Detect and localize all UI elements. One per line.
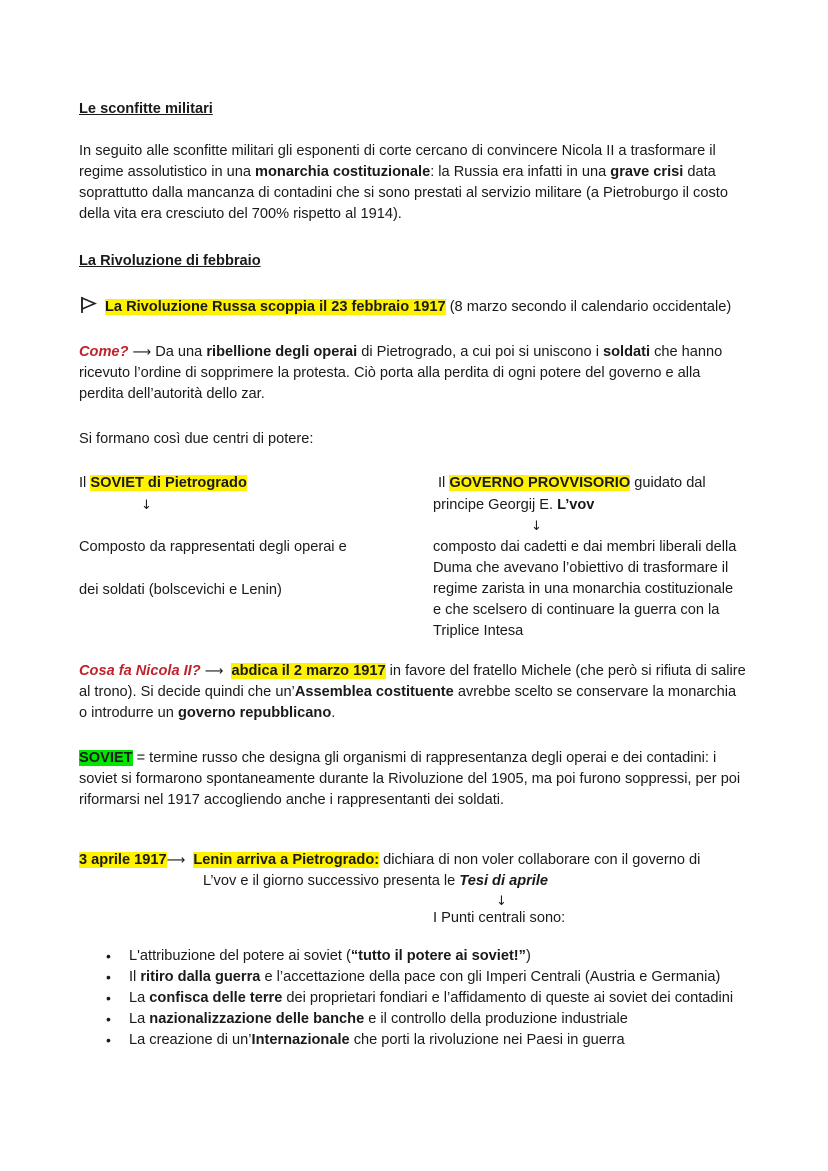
paragraph-nicola: Cosa fa Nicola II? ⟶ abdica il 2 marzo 1917 in favore del fratello Michele (che però si rifiuta di salire al trono). Si decide quindi che un’Assemblea costituente avrebbe scelto se conservare la monarchia o introdurre un governo repubblicano. bbox=[79, 663, 746, 721]
text-punti: I Punti centrali sono: bbox=[433, 910, 566, 926]
list-item: • Il ritiro dalla guerra e l’accettazione della pace con gli Imperi Centrali (Austria e Germania) bbox=[106, 969, 721, 985]
lenin-line: 3 aprile 1917⟶ Lenin arriva a Pietrogrado: dichiara di non voler collaborare con il governo di bbox=[79, 852, 701, 868]
arrow-icon: ⟶ bbox=[166, 853, 186, 868]
soviet-desc-2: dei soldati (bolscevichi e Lenin) bbox=[79, 582, 282, 598]
soviet-desc-1: Composto da rappresentati degli operai e bbox=[79, 539, 347, 555]
arrow-icon: ⟶ bbox=[132, 345, 152, 360]
flag-line: La Rivoluzione Russa scoppia il 23 febbraio 1917 (8 marzo secondo il calendario occidentale) bbox=[79, 296, 731, 318]
soviet-title: Il SOVIET di Pietrogrado bbox=[79, 475, 247, 491]
paragraph-soviet-def: SOVIET = termine russo che designa gli organismi di rappresentanza degli operai e dei contadini: i soviet si formarono spontaneamente durante la Rivoluzione del 1905, ma poi furono soppressi, per poi riformarsi nel 1917 accogliendo anche i rappresentanti dei soldati. bbox=[79, 750, 741, 808]
lenin-line-2: L’vov e il giorno successivo presenta le Tesi di aprile bbox=[203, 873, 549, 889]
highlight-scoppia: La Rivoluzione Russa scoppia il 23 febbraio 1917 bbox=[105, 299, 446, 315]
heading-rivoluzione-febbraio: La Rivoluzione di febbraio bbox=[79, 253, 261, 269]
governo-desc: composto dai cadetti e dai membri liberali della Duma che avevano l’obiettivo di trasformare il regime zarista in una monarchia costituzionale e che scelsero di continuare la guerra con la Triplice Intesa bbox=[433, 539, 737, 639]
paragraph-come: Come? ⟶ Da una ribellione degli operai di Pietrogrado, a cui poi si uniscono i soldati che hanno ricevuto l’ordine di sopprimere la protesta. Ciò porta alla perdita di ogni potere del governo e alla perdita dell’autorità dello zar. bbox=[79, 344, 723, 402]
paragraph-sconfitte: In seguito alle sconfitte militari gli esponenti di corte cercano di convincere Nicola II a trasformare il regime assolutistico in una monarchia costituzionale: la Russia era infatti in una grave crisi data soprattutto dalla mancanza di contadini che si sono prestati al servizio militare (a Pietroburgo il costo della vita era cresciuto del 700% rispetto al 1914). bbox=[79, 143, 728, 222]
list-item: • La creazione di un’Internazionale che porti la rivoluzione nei Paesi in guerra bbox=[106, 1032, 625, 1048]
down-arrow-icon: ↓ bbox=[496, 894, 507, 909]
list-item: • L'attribuzione del potere ai soviet (“tutto il potere ai soviet!”) bbox=[106, 948, 531, 964]
label-nicola: Cosa fa Nicola II? bbox=[79, 663, 201, 679]
governo-title: Il GOVERNO PROVVISORIO guidato dal bbox=[438, 475, 706, 491]
down-arrow-icon: ↓ bbox=[141, 498, 152, 513]
label-come: Come? bbox=[79, 344, 129, 360]
heading-sconfitte: Le sconfitte militari bbox=[79, 101, 213, 117]
flag-icon bbox=[79, 296, 97, 314]
governo-principe: principe Georgij E. L’vov bbox=[433, 497, 595, 513]
text-centri: Si formano così due centri di potere: bbox=[79, 431, 314, 447]
tesi-list bbox=[79, 946, 759, 1051]
list-item: • La nazionalizzazione delle banche e il controllo della produzione industriale bbox=[106, 1011, 628, 1027]
highlight-soviet: SOVIET bbox=[79, 750, 133, 766]
arrow-icon: ⟶ bbox=[204, 664, 224, 679]
down-arrow-icon: ↓ bbox=[531, 519, 542, 534]
list-item: • La confisca delle terre dei proprietari fondiari e l’affidamento di queste ai soviet dei contadini bbox=[106, 990, 734, 1006]
